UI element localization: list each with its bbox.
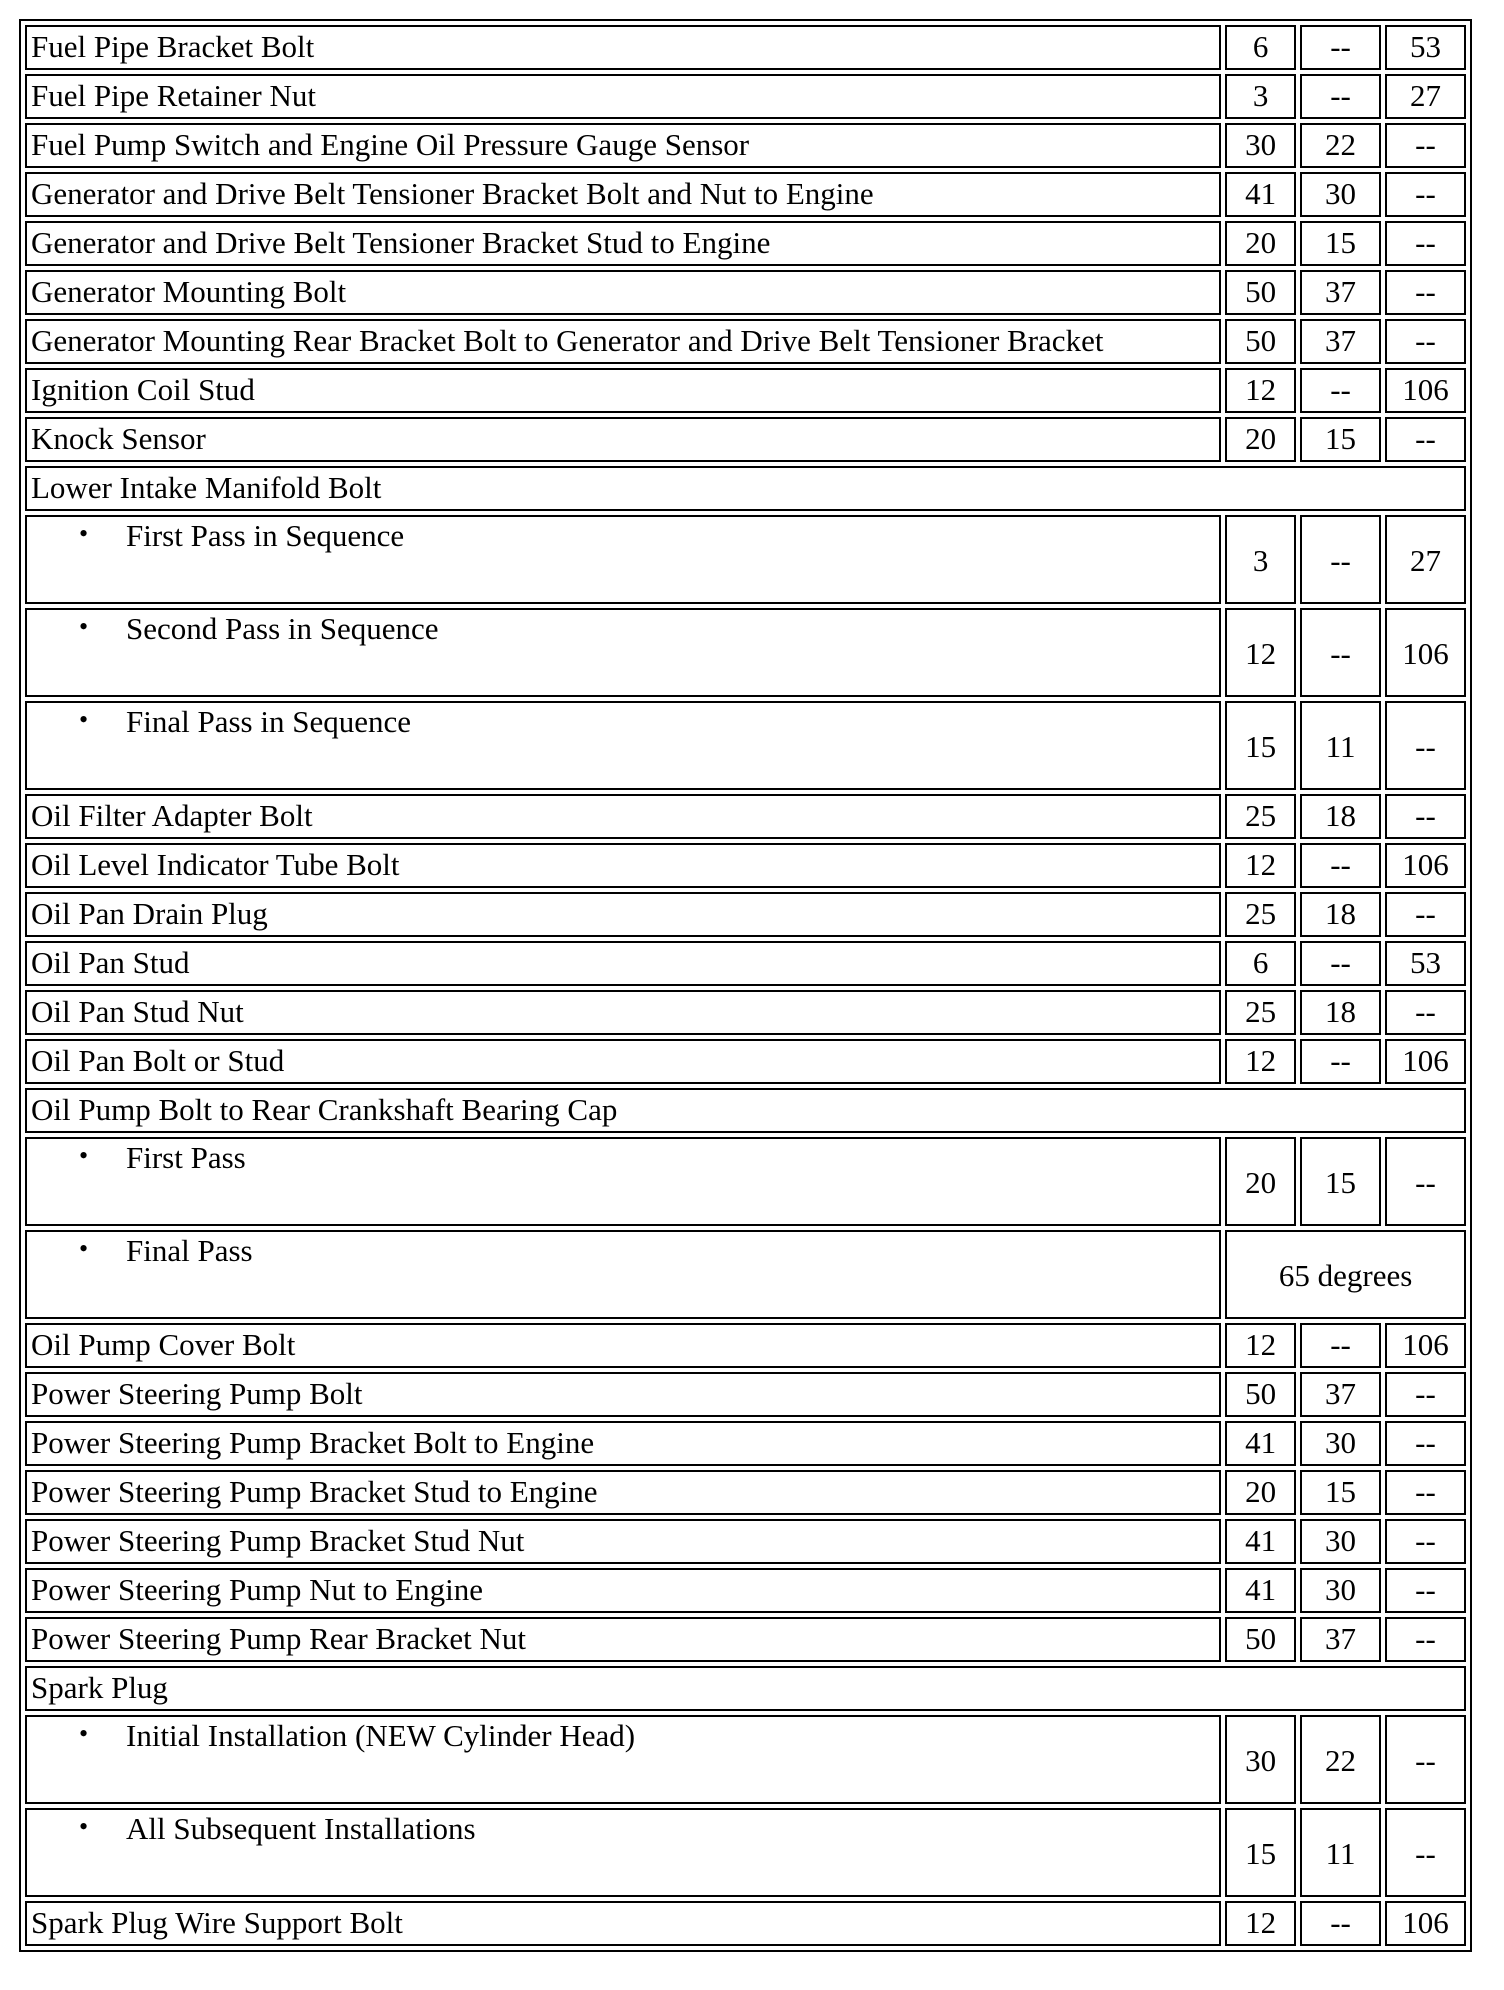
sub-item-row <box>25 701 1466 790</box>
sub-item-description <box>25 515 1221 604</box>
lbft-value: 30 <box>1300 172 1381 217</box>
spec-row <box>25 1519 1466 1564</box>
bullet-icon: • <box>79 1141 89 1170</box>
sub-item-label: Initial Installation (NEW Cylinder Head) <box>126 1718 636 1753</box>
lbft-value: 18 <box>1300 892 1381 937</box>
sub-item-description <box>25 1808 1221 1897</box>
lbin-value: -- <box>1385 1519 1466 1564</box>
nm-value: 20 <box>1225 1470 1296 1515</box>
group-header-row <box>25 1666 1466 1711</box>
nm-value: 50 <box>1225 270 1296 315</box>
nm-value: 41 <box>1225 1519 1296 1564</box>
nm-value: 20 <box>1225 221 1296 266</box>
torque-spec-table <box>19 19 1472 1952</box>
sub-item-row <box>25 515 1466 604</box>
nm-value: 15 <box>1225 1808 1296 1897</box>
group-header-row <box>25 466 1466 511</box>
nm-value: 41 <box>1225 1568 1296 1613</box>
spec-row <box>25 1617 1466 1662</box>
spec-description: Power Steering Pump Rear Bracket Nut <box>25 1617 1221 1662</box>
lbin-value: -- <box>1385 701 1466 790</box>
sub-item-description <box>25 1230 1221 1319</box>
lbft-value: 11 <box>1300 1808 1381 1897</box>
spec-description: Fuel Pump Switch and Engine Oil Pressure Gauge Sensor <box>25 123 1221 168</box>
nm-value: 12 <box>1225 608 1296 697</box>
bullet-icon: • <box>79 1812 89 1841</box>
lbin-value: -- <box>1385 1715 1466 1804</box>
lbft-value: -- <box>1300 941 1381 986</box>
sub-item-label: Final Pass in Sequence <box>126 704 411 739</box>
lbin-value: -- <box>1385 1137 1466 1226</box>
nm-value: 20 <box>1225 1137 1296 1226</box>
lbin-value: -- <box>1385 123 1466 168</box>
spec-row <box>25 74 1466 119</box>
lbft-value: 22 <box>1300 1715 1381 1804</box>
sub-item-label: First Pass in Sequence <box>126 518 405 553</box>
lbin-value: 106 <box>1385 608 1466 697</box>
nm-value: 41 <box>1225 172 1296 217</box>
spec-description: Power Steering Pump Bracket Stud to Engine <box>25 1470 1221 1515</box>
spec-description: Oil Filter Adapter Bolt <box>25 794 1221 839</box>
lbft-value: 30 <box>1300 1519 1381 1564</box>
nm-value: 12 <box>1225 843 1296 888</box>
spec-description: Fuel Pipe Bracket Bolt <box>25 25 1221 70</box>
spec-description: Fuel Pipe Retainer Nut <box>25 74 1221 119</box>
bullet-icon: • <box>79 612 89 641</box>
lbft-value: 15 <box>1300 221 1381 266</box>
nm-value: 25 <box>1225 990 1296 1035</box>
lbft-value: 15 <box>1300 1470 1381 1515</box>
nm-value: 3 <box>1225 515 1296 604</box>
sub-item-description <box>25 1715 1221 1804</box>
group-header-label: Oil Pump Bolt to Rear Crankshaft Bearing Cap <box>25 1088 1466 1133</box>
group-header-label: Spark Plug <box>25 1666 1466 1711</box>
bullet-icon: • <box>79 1234 89 1263</box>
lbft-value: 30 <box>1300 1568 1381 1613</box>
lbin-value: -- <box>1385 1808 1466 1897</box>
lbft-value: 18 <box>1300 990 1381 1035</box>
lbft-value: 15 <box>1300 1137 1381 1226</box>
spec-row <box>25 1372 1466 1417</box>
nm-value: 12 <box>1225 1323 1296 1368</box>
group-header-row <box>25 1088 1466 1133</box>
nm-value: 3 <box>1225 74 1296 119</box>
lbin-value: -- <box>1385 990 1466 1035</box>
lbft-value: 15 <box>1300 417 1381 462</box>
spec-row <box>25 368 1466 413</box>
lbin-value: -- <box>1385 221 1466 266</box>
nm-value: 12 <box>1225 1039 1296 1084</box>
lbin-value: -- <box>1385 1617 1466 1662</box>
bullet-icon: • <box>79 705 89 734</box>
lbin-value: -- <box>1385 319 1466 364</box>
nm-value: 25 <box>1225 892 1296 937</box>
sub-item-row <box>25 608 1466 697</box>
nm-value: 50 <box>1225 319 1296 364</box>
bullet-icon: • <box>79 1719 89 1748</box>
lbft-value: -- <box>1300 1901 1381 1946</box>
spec-description: Oil Pan Bolt or Stud <box>25 1039 1221 1084</box>
nm-value: 12 <box>1225 368 1296 413</box>
spec-row <box>25 794 1466 839</box>
spec-row <box>25 270 1466 315</box>
angle-spec-value: 65 degrees <box>1225 1230 1466 1319</box>
nm-value: 6 <box>1225 25 1296 70</box>
lbin-value: -- <box>1385 1421 1466 1466</box>
lbin-value: 53 <box>1385 941 1466 986</box>
lbin-value: 27 <box>1385 515 1466 604</box>
spec-description: Generator and Drive Belt Tensioner Bracket Bolt and Nut to Engine <box>25 172 1221 217</box>
lbft-value: 22 <box>1300 123 1381 168</box>
bullet-icon: • <box>79 519 89 548</box>
spec-row <box>25 1470 1466 1515</box>
spec-description: Power Steering Pump Bracket Stud Nut <box>25 1519 1221 1564</box>
spec-description: Generator and Drive Belt Tensioner Bracket Stud to Engine <box>25 221 1221 266</box>
sub-item-row <box>25 1230 1466 1319</box>
spec-row <box>25 1901 1466 1946</box>
spec-row <box>25 25 1466 70</box>
spec-description: Oil Pan Stud Nut <box>25 990 1221 1035</box>
lbin-value: -- <box>1385 1470 1466 1515</box>
spec-row <box>25 1039 1466 1084</box>
lbft-value: 37 <box>1300 319 1381 364</box>
spec-row <box>25 221 1466 266</box>
sub-item-label: First Pass <box>126 1140 246 1175</box>
spec-description: Spark Plug Wire Support Bolt <box>25 1901 1221 1946</box>
sub-item-label: Final Pass <box>126 1233 253 1268</box>
lbin-value: -- <box>1385 270 1466 315</box>
sub-item-row <box>25 1808 1466 1897</box>
nm-value: 30 <box>1225 1715 1296 1804</box>
lbft-value: -- <box>1300 25 1381 70</box>
lbft-value: 18 <box>1300 794 1381 839</box>
spec-row <box>25 172 1466 217</box>
lbin-value: 106 <box>1385 843 1466 888</box>
lbin-value: -- <box>1385 794 1466 839</box>
lbin-value: -- <box>1385 892 1466 937</box>
spec-row <box>25 892 1466 937</box>
sub-item-description <box>25 701 1221 790</box>
lbft-value: -- <box>1300 1323 1381 1368</box>
spec-row <box>25 123 1466 168</box>
lbin-value: -- <box>1385 1568 1466 1613</box>
lbin-value: 27 <box>1385 74 1466 119</box>
nm-value: 12 <box>1225 1901 1296 1946</box>
sub-item-description <box>25 608 1221 697</box>
lbft-value: -- <box>1300 843 1381 888</box>
torque-spec-table-body <box>25 25 1466 1946</box>
lbft-value: -- <box>1300 515 1381 604</box>
spec-description: Knock Sensor <box>25 417 1221 462</box>
lbin-value: 106 <box>1385 1901 1466 1946</box>
spec-description: Power Steering Pump Bolt <box>25 1372 1221 1417</box>
spec-description: Generator Mounting Rear Bracket Bolt to Generator and Drive Belt Tensioner Bracket <box>25 319 1221 364</box>
lbft-value: -- <box>1300 368 1381 413</box>
spec-row <box>25 941 1466 986</box>
nm-value: 20 <box>1225 417 1296 462</box>
spec-description: Ignition Coil Stud <box>25 368 1221 413</box>
nm-value: 41 <box>1225 1421 1296 1466</box>
spec-description: Power Steering Pump Bracket Bolt to Engine <box>25 1421 1221 1466</box>
spec-description: Oil Pan Stud <box>25 941 1221 986</box>
spec-description: Generator Mounting Bolt <box>25 270 1221 315</box>
spec-row <box>25 1323 1466 1368</box>
spec-row <box>25 990 1466 1035</box>
nm-value: 30 <box>1225 123 1296 168</box>
spec-row <box>25 319 1466 364</box>
nm-value: 15 <box>1225 701 1296 790</box>
lbft-value: 11 <box>1300 701 1381 790</box>
lbin-value: -- <box>1385 172 1466 217</box>
lbft-value: 37 <box>1300 270 1381 315</box>
lbft-value: -- <box>1300 74 1381 119</box>
nm-value: 50 <box>1225 1617 1296 1662</box>
lbin-value: 106 <box>1385 1323 1466 1368</box>
spec-row <box>25 417 1466 462</box>
lbin-value: 106 <box>1385 1039 1466 1084</box>
lbft-value: 37 <box>1300 1617 1381 1662</box>
sub-item-row <box>25 1715 1466 1804</box>
sub-item-row <box>25 1137 1466 1226</box>
lbin-value: 106 <box>1385 368 1466 413</box>
lbin-value: -- <box>1385 417 1466 462</box>
spec-description: Oil Level Indicator Tube Bolt <box>25 843 1221 888</box>
spec-description: Oil Pump Cover Bolt <box>25 1323 1221 1368</box>
sub-item-label: Second Pass in Sequence <box>126 611 439 646</box>
lbft-value: -- <box>1300 608 1381 697</box>
nm-value: 25 <box>1225 794 1296 839</box>
lbin-value: 53 <box>1385 25 1466 70</box>
spec-row <box>25 843 1466 888</box>
nm-value: 6 <box>1225 941 1296 986</box>
lbft-value: 37 <box>1300 1372 1381 1417</box>
lbin-value: -- <box>1385 1372 1466 1417</box>
nm-value: 50 <box>1225 1372 1296 1417</box>
group-header-label: Lower Intake Manifold Bolt <box>25 466 1466 511</box>
lbft-value: 30 <box>1300 1421 1381 1466</box>
lbft-value: -- <box>1300 1039 1381 1084</box>
spec-description: Power Steering Pump Nut to Engine <box>25 1568 1221 1613</box>
spec-row <box>25 1421 1466 1466</box>
spec-row <box>25 1568 1466 1613</box>
sub-item-label: All Subsequent Installations <box>126 1811 476 1846</box>
spec-description: Oil Pan Drain Plug <box>25 892 1221 937</box>
sub-item-description <box>25 1137 1221 1226</box>
